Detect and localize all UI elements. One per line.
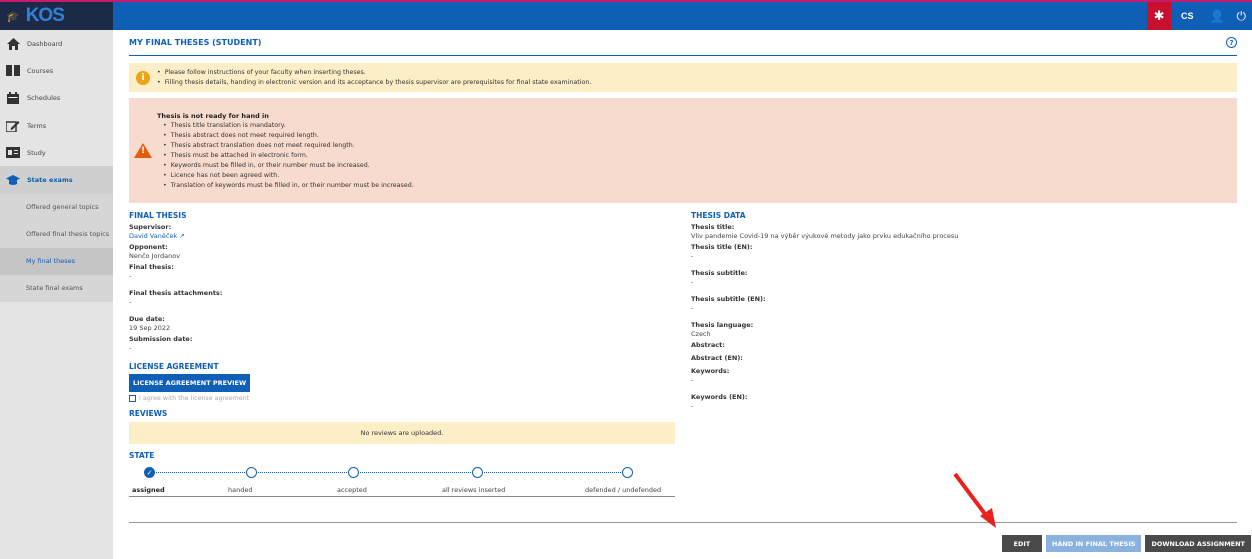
sidebar-subitem-offered-final-thesis-topics[interactable]: Offered final thesis topics: [0, 221, 113, 248]
step-label: assigned: [132, 486, 165, 494]
submission-date-value: -: [129, 344, 132, 352]
logo-area[interactable]: [0, 2, 113, 30]
step-node-handed: [246, 467, 257, 478]
step-node-assigned: ✓: [144, 467, 155, 478]
edit-icon: [6, 120, 20, 132]
step-node-defended: [622, 467, 633, 478]
state-stepper: [129, 463, 675, 497]
field-label: Thesis subtitle:: [691, 269, 748, 277]
thesis-title-value: Vliv pandemie Covid-19 na výběr výukové metody jako prvku edukačního procesu: [691, 232, 959, 240]
attachments-value: -: [129, 298, 132, 306]
language-switch[interactable]: CS: [1181, 11, 1194, 21]
field-label: Thesis title (EN):: [691, 243, 753, 251]
field-label: Final thesis:: [129, 263, 174, 271]
graduation-cap-icon: 🎓: [6, 9, 20, 23]
license-checkbox[interactable]: [129, 395, 136, 402]
step-label: handed: [228, 486, 253, 494]
download-assignment-button[interactable]: DOWNLOAD ASSIGNMENT: [1145, 535, 1251, 552]
info-line: • Filling thesis details, handing in electronic version and its acceptance by thesis supervisor are prerequisites for final state examination.: [157, 78, 591, 88]
power-icon[interactable]: ⏻: [1236, 8, 1246, 23]
field-label: Thesis title:: [691, 223, 735, 231]
stepper-line: [149, 472, 627, 473]
sidebar: [0, 30, 113, 559]
thesis-language-value: Czech: [691, 330, 711, 338]
page-header: [129, 30, 1237, 56]
thesis-subtitle-en-value: -: [691, 304, 694, 312]
field-label: Abstract:: [691, 341, 725, 349]
kos-logo: KOS: [25, 5, 64, 26]
sidebar-item-courses[interactable]: [0, 57, 113, 84]
warning-line: • Thesis title translation is mandatory.: [163, 121, 414, 131]
info-icon: i: [136, 71, 150, 85]
license-checkbox-label: I agree with the license agreement: [139, 395, 250, 402]
field-label: Submission date:: [129, 335, 193, 343]
section-title: LICENSE AGREEMENT: [129, 362, 219, 371]
field-label: Supervisor:: [129, 223, 172, 231]
bottom-divider: [129, 522, 1237, 523]
section-title: REVIEWS: [129, 409, 168, 418]
field-label: Due date:: [129, 315, 165, 323]
field-label: Abstract (EN):: [691, 354, 743, 362]
warning-line: • Licence has not been agreed with.: [163, 171, 414, 181]
calendar-icon: [6, 92, 20, 104]
license-preview-button[interactable]: LICENSE AGREEMENT PREVIEW: [129, 374, 250, 392]
section-title: STATE: [129, 451, 155, 460]
sidebar-item-label: Terms: [27, 121, 47, 130]
page-title: MY FINAL THESES (STUDENT): [129, 38, 262, 47]
due-date-value: 19 Sep 2022: [129, 324, 171, 332]
sidebar-item-label: Schedules: [27, 94, 61, 103]
top-bar: [0, 0, 1252, 30]
info-line: • Please follow instructions of your faculty when inserting theses.: [157, 68, 591, 78]
field-label: Thesis language:: [691, 321, 754, 329]
field-label: Keywords:: [691, 367, 730, 375]
action-bar: [1002, 535, 1251, 552]
id-card-icon: [6, 147, 20, 159]
sidebar-item-label: Courses: [27, 66, 54, 75]
hand-in-button[interactable]: HAND IN FINAL THESIS: [1046, 535, 1142, 552]
warning-line: • Keywords must be filled in, or their number must be increased.: [163, 161, 414, 171]
sidebar-item-label: Study: [27, 148, 46, 157]
step-label: all reviews inserted: [442, 486, 506, 494]
field-label: Thesis subtitle (EN):: [691, 295, 766, 303]
info-notice: [129, 63, 1237, 92]
thesis-title-en-value: -: [691, 252, 694, 260]
sidebar-item-dashboard[interactable]: [0, 30, 113, 57]
step-node-accepted: [348, 467, 359, 478]
thesis-data-section: [691, 210, 1237, 411]
external-link-icon: ↗: [179, 232, 185, 240]
sidebar-item-schedules[interactable]: [0, 85, 113, 112]
edit-button[interactable]: EDIT: [1002, 535, 1042, 552]
book-icon: [6, 65, 20, 77]
sidebar-item-terms[interactable]: [0, 112, 113, 139]
keywords-en-value: -: [691, 402, 694, 410]
field-label: Final thesis attachments:: [129, 289, 223, 297]
bug-report-icon[interactable]: ✱: [1147, 2, 1171, 30]
graduation-cap-icon: [6, 174, 20, 186]
step-label: accepted: [337, 486, 367, 494]
step-node-all-reviews: [472, 467, 483, 478]
sidebar-subitem-my-final-theses[interactable]: My final theses: [0, 248, 113, 275]
section-title: THESIS DATA: [691, 211, 746, 220]
sidebar-item-study[interactable]: [0, 139, 113, 166]
user-icon[interactable]: 👤: [1209, 9, 1225, 23]
license-checkbox-row[interactable]: [129, 395, 675, 402]
red-arrow-annotation: [950, 470, 1000, 530]
warning-notice: [129, 98, 1237, 203]
warning-line: • Translation of keywords must be filled in, or their number must be increased.: [163, 181, 414, 191]
warning-line: • Thesis must be attached in electronic form.: [163, 151, 414, 161]
opponent-value: Nenčo Jordanov: [129, 252, 181, 260]
final-thesis-value: -: [129, 272, 132, 280]
sidebar-item-label: Dashboard: [27, 39, 63, 48]
sidebar-subitem-state-final-exams[interactable]: State final exams: [0, 275, 113, 302]
warning-line: • Thesis abstract does not meet required length.: [163, 131, 414, 141]
supervisor-link[interactable]: David Vaněček ↗: [129, 232, 185, 240]
field-label: Opponent:: [129, 243, 168, 251]
step-label: defended / undefended: [585, 486, 662, 494]
thesis-subtitle-value: -: [691, 278, 694, 286]
reviews-empty-notice: No reviews are uploaded.: [129, 422, 675, 444]
warning-line: • Thesis abstract translation does not meet required length.: [163, 141, 414, 151]
sidebar-subitem-offered-general-topics[interactable]: Offered general topics: [0, 194, 113, 221]
main-content: [129, 30, 1237, 494]
section-title: FINAL THESIS: [129, 211, 187, 220]
field-label: Keywords (EN):: [691, 393, 748, 401]
sidebar-item-state-exams[interactable]: [0, 166, 113, 193]
keywords-value: -: [691, 376, 694, 384]
warning-title: Thesis is not ready for hand in: [157, 111, 269, 120]
warning-icon: !: [134, 143, 152, 158]
sidebar-item-label: State exams: [27, 176, 73, 185]
help-icon[interactable]: ?: [1226, 37, 1237, 48]
final-thesis-section: [129, 210, 675, 497]
home-icon: [6, 38, 20, 50]
